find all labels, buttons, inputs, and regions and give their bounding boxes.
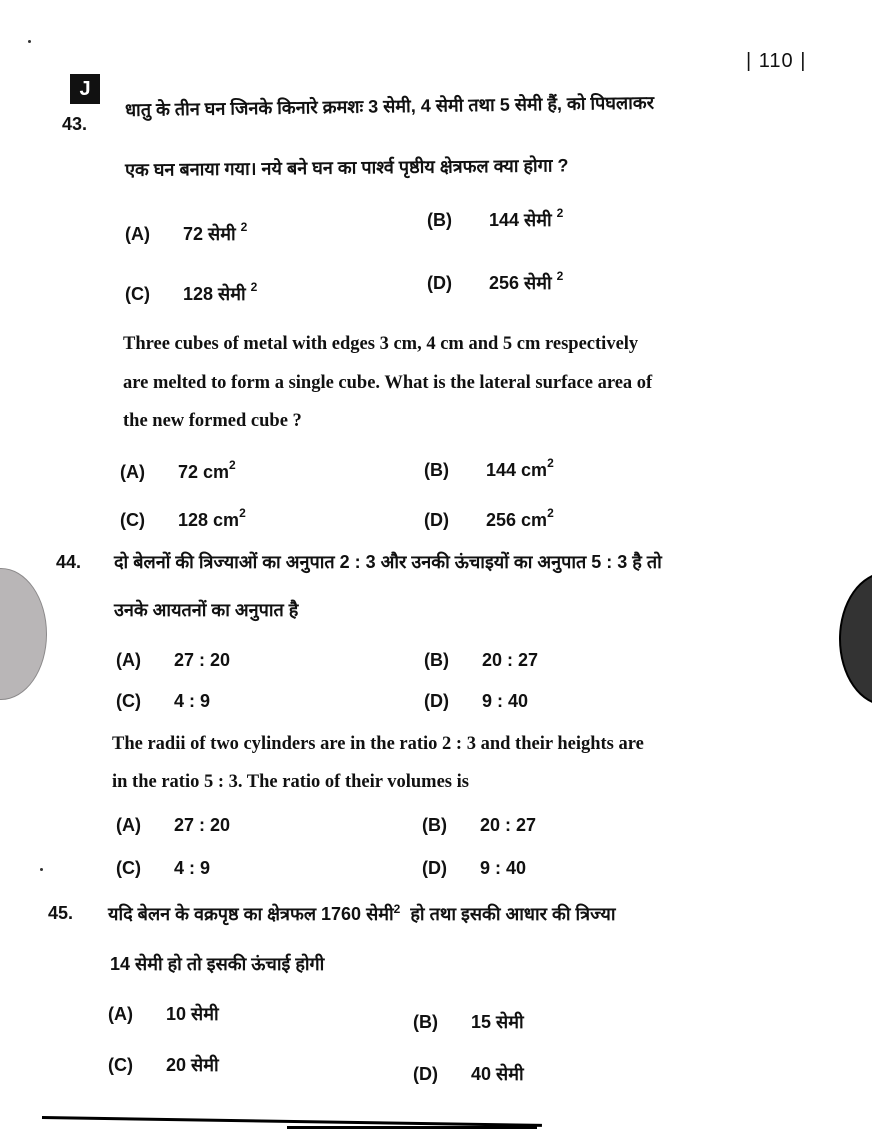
option-label: (A) bbox=[125, 224, 150, 244]
option-value: 4 : 9 bbox=[174, 691, 211, 711]
option-label: (C) bbox=[116, 691, 141, 711]
option-value: 9 : 40 bbox=[480, 858, 527, 878]
option-superscript: 2 bbox=[229, 458, 236, 472]
option-label: (D) bbox=[424, 510, 449, 530]
option-b[interactable] bbox=[424, 458, 554, 481]
question-text-hindi: एक घन बनाया गया। नये बने घन का पार्श्व पृष्ठीय क्षेत्रफल क्या होगा ? bbox=[124, 155, 569, 180]
question-text-part: यदि बेलन के वक्रपृष्ठ का क्षेत्रफल 1760 सेमी bbox=[108, 904, 394, 924]
option-d[interactable] bbox=[422, 858, 526, 879]
option-label: (A) bbox=[116, 650, 141, 670]
question-text-english: in the ratio 5 : 3. The ratio of their volumes is bbox=[112, 772, 469, 792]
option-value: 72 cm bbox=[178, 462, 230, 482]
scan-speck bbox=[40, 868, 43, 871]
question-text-hindi: धातु के तीन घन जिनके किनारे क्रमशः 3 सेमी, 4 सेमी तथा 5 सेमी हैं, को पिघलाकर bbox=[124, 92, 655, 120]
option-label: (A) bbox=[108, 1004, 133, 1024]
option-superscript: 2 bbox=[239, 506, 246, 520]
unit-superscript: 2 bbox=[393, 902, 401, 916]
question-text-english: Three cubes of metal with edges 3 cm, 4 cm and 5 cm respectively bbox=[123, 334, 639, 354]
question-text-hindi: उनके आयतनों का अनुपात है bbox=[114, 600, 299, 620]
option-value: 144 cm bbox=[486, 460, 548, 480]
option-c[interactable] bbox=[125, 282, 257, 306]
question-text-english: The radii of two cylinders are in the ratio 2 : 3 and their heights are bbox=[112, 734, 644, 754]
option-a[interactable] bbox=[116, 815, 230, 836]
page-number: | 110 | bbox=[746, 50, 807, 72]
question-text-part: हो तथा इसकी आधार की त्रिज्या bbox=[410, 904, 616, 924]
option-label: (B) bbox=[427, 210, 452, 230]
option-d[interactable] bbox=[424, 691, 528, 712]
option-superscript: 2 bbox=[547, 456, 554, 470]
option-label: (C) bbox=[120, 510, 145, 530]
option-value: 27 : 20 bbox=[174, 650, 231, 670]
option-d[interactable] bbox=[413, 1062, 524, 1086]
bottom-rule bbox=[287, 1126, 537, 1129]
option-c[interactable] bbox=[108, 1053, 219, 1077]
option-label: (D) bbox=[424, 691, 449, 711]
option-c[interactable] bbox=[120, 508, 246, 531]
option-label: (D) bbox=[427, 273, 452, 293]
question-number: 44. bbox=[56, 552, 82, 572]
binder-hole-right bbox=[839, 572, 872, 706]
option-value: 9 : 40 bbox=[482, 691, 529, 711]
option-b[interactable] bbox=[413, 1010, 524, 1034]
option-a[interactable] bbox=[108, 1002, 219, 1026]
option-value: 27 : 20 bbox=[174, 815, 231, 835]
option-label: (D) bbox=[422, 858, 447, 878]
option-value: 20 : 27 bbox=[482, 650, 539, 670]
option-value: 4 : 9 bbox=[174, 858, 211, 878]
question-text-english: the new formed cube ? bbox=[123, 411, 302, 431]
option-value: 40 सेमी bbox=[471, 1064, 524, 1084]
option-a[interactable] bbox=[116, 650, 230, 671]
option-label: (A) bbox=[116, 815, 141, 835]
option-value: 15 सेमी bbox=[471, 1012, 524, 1032]
scan-speck bbox=[28, 40, 31, 43]
option-superscript: 2 bbox=[547, 506, 554, 520]
option-superscript: 2 bbox=[250, 280, 258, 294]
option-superscript: 2 bbox=[556, 269, 564, 283]
option-a[interactable] bbox=[120, 460, 236, 483]
question-text-english: are melted to form a single cube. What is the lateral surface area of bbox=[123, 373, 653, 393]
option-b[interactable] bbox=[422, 815, 536, 836]
option-b[interactable] bbox=[427, 208, 563, 232]
question-text-hindi: 14 सेमी हो तो इसकी ऊंचाई होगी bbox=[110, 954, 325, 974]
option-label: (C) bbox=[125, 284, 150, 304]
option-a[interactable] bbox=[125, 222, 247, 246]
question-text-hindi: दो बेलनों की त्रिज्याओं का अनुपात 2 : 3 और उनकी ऊंचाइयों का अनुपात 5 : 3 है तो bbox=[114, 552, 662, 572]
option-value: 20 सेमी bbox=[166, 1055, 219, 1075]
option-value: 128 cm bbox=[178, 510, 240, 530]
question-text-hindi bbox=[108, 902, 616, 926]
option-value: 256 cm bbox=[486, 510, 548, 530]
option-c[interactable] bbox=[116, 691, 210, 712]
option-label: (D) bbox=[413, 1064, 438, 1084]
option-value: 128 सेमी bbox=[183, 284, 246, 304]
option-value: 10 सेमी bbox=[166, 1004, 219, 1024]
option-label: (B) bbox=[413, 1012, 438, 1032]
question-number: 45. bbox=[48, 903, 74, 923]
option-label: (B) bbox=[422, 815, 447, 835]
set-badge: J bbox=[70, 74, 100, 104]
option-d[interactable] bbox=[427, 271, 563, 295]
option-value: 256 सेमी bbox=[489, 273, 552, 293]
option-label: (B) bbox=[424, 650, 449, 670]
option-label: (B) bbox=[424, 460, 449, 480]
option-superscript: 2 bbox=[240, 220, 248, 234]
option-d[interactable] bbox=[424, 508, 554, 531]
question-number: 43. bbox=[62, 114, 88, 134]
option-value: 72 सेमी bbox=[183, 224, 236, 244]
option-label: (A) bbox=[120, 462, 145, 482]
option-c[interactable] bbox=[116, 858, 210, 879]
option-label: (C) bbox=[116, 858, 141, 878]
option-b[interactable] bbox=[424, 650, 538, 671]
option-value: 20 : 27 bbox=[480, 815, 537, 835]
binder-hole-left bbox=[0, 568, 47, 700]
option-value: 144 सेमी bbox=[489, 210, 552, 230]
option-superscript: 2 bbox=[556, 206, 564, 220]
option-label: (C) bbox=[108, 1055, 133, 1075]
